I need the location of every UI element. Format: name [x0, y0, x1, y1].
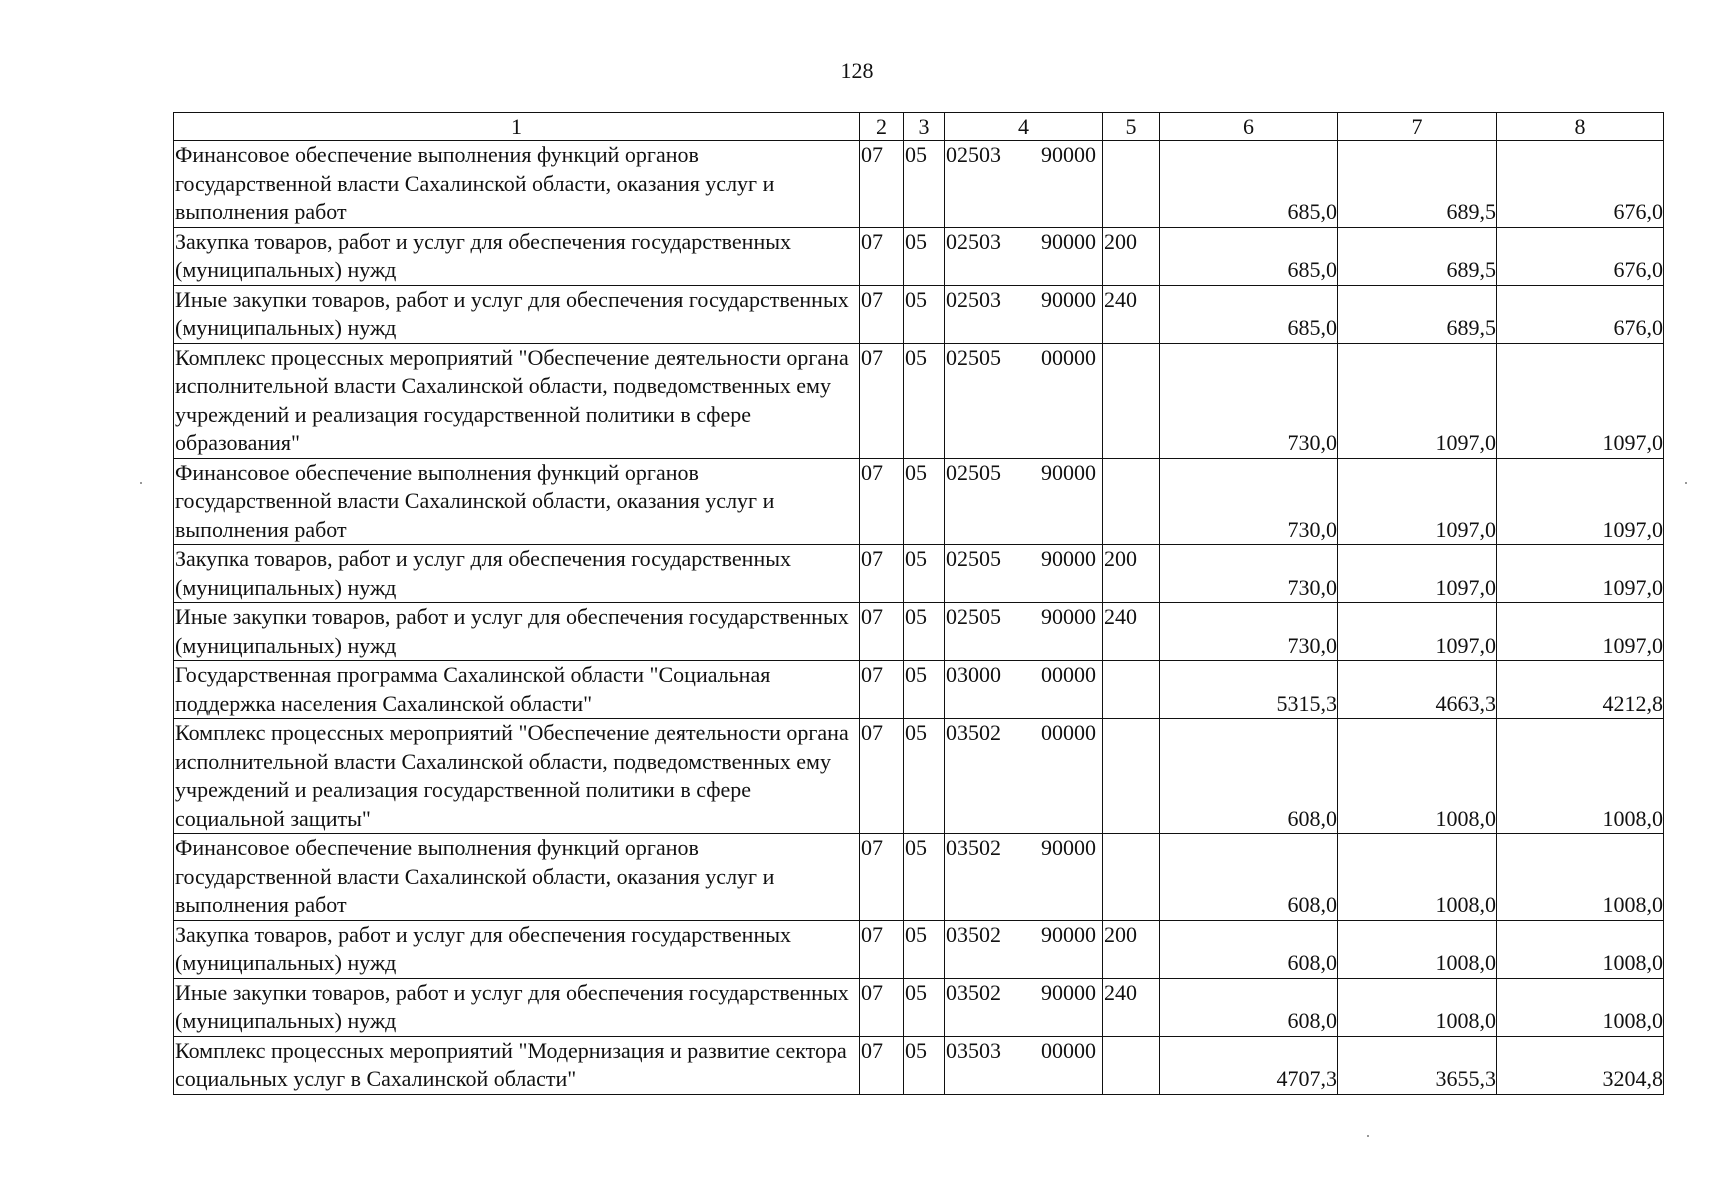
amount-col-6: 685,0: [1160, 285, 1338, 343]
code-expense-type: [1103, 141, 1160, 228]
row-name: Финансовое обеспечение выполнения функций органов государственной власти Сахалинской области, оказания услуг и выполнения работ: [174, 458, 860, 545]
code-section: 07: [860, 920, 904, 978]
code-target-article: [945, 343, 1103, 458]
table-row: [174, 458, 1664, 545]
amount-col-7: 4663,3: [1338, 661, 1497, 719]
amount-col-7: 1097,0: [1338, 343, 1497, 458]
code-subsection: 05: [904, 227, 945, 285]
budget-table: [173, 112, 1664, 1095]
amount-col-7: 1008,0: [1338, 920, 1497, 978]
code-expense-type: 240: [1103, 285, 1160, 343]
code-subsection: 05: [904, 603, 945, 661]
code-section: 07: [860, 285, 904, 343]
code-program: 02505: [946, 344, 1001, 370]
code-direction: 00000: [1041, 662, 1096, 687]
page-number: 128: [840, 58, 874, 83]
row-name: Иные закупки товаров, работ и услуг для обеспечения государственных (муниципальных) нужд: [174, 978, 860, 1036]
amount-col-8: 1008,0: [1497, 834, 1664, 921]
table-row: [174, 227, 1664, 285]
table-row: [174, 978, 1664, 1036]
row-name: Финансовое обеспечение выполнения функций органов государственной власти Сахалинской области, оказания услуг и выполнения работ: [174, 834, 860, 921]
amount-col-6: 4707,3: [1160, 1036, 1338, 1094]
code-subsection: 05: [904, 1036, 945, 1094]
amount-col-8: 1097,0: [1497, 545, 1664, 603]
amount-col-8: 1097,0: [1497, 458, 1664, 545]
amount-col-8: 1008,0: [1497, 719, 1664, 834]
amount-col-6: 730,0: [1160, 343, 1338, 458]
code-subsection: 05: [904, 343, 945, 458]
amount-col-7: 3655,3: [1338, 1036, 1497, 1094]
column-header: 5: [1103, 113, 1160, 141]
column-header: 7: [1338, 113, 1497, 141]
code-direction: 90000: [1041, 604, 1096, 629]
code-expense-type: [1103, 834, 1160, 921]
code-program: 03502: [946, 979, 1001, 1005]
code-direction: 90000: [1041, 459, 1096, 485]
code-program: 02503: [946, 286, 1001, 312]
code-target-article: [945, 920, 1103, 978]
amount-col-8: 676,0: [1497, 227, 1664, 285]
code-direction: 90000: [1041, 228, 1096, 254]
column-header: 3: [904, 113, 945, 141]
amount-col-6: 730,0: [1160, 545, 1338, 603]
code-target-article: [945, 458, 1103, 545]
code-section: 07: [860, 458, 904, 545]
amount-col-6: 730,0: [1160, 603, 1338, 661]
code-section: 07: [860, 343, 904, 458]
amount-col-8: 1008,0: [1497, 920, 1664, 978]
amount-col-8: 4212,8: [1497, 661, 1664, 719]
column-header: 1: [174, 113, 860, 141]
code-expense-type: [1103, 661, 1160, 719]
amount-col-7: 1097,0: [1338, 603, 1497, 661]
amount-col-8: 676,0: [1497, 141, 1664, 228]
amount-col-7: 1008,0: [1338, 834, 1497, 921]
code-target-article: [945, 1036, 1103, 1094]
code-target-article: [945, 603, 1103, 661]
code-direction: 90000: [1041, 142, 1096, 167]
code-section: 07: [860, 719, 904, 834]
amount-col-7: 689,5: [1338, 141, 1497, 228]
amount-col-8: 676,0: [1497, 285, 1664, 343]
code-expense-type: 240: [1103, 978, 1160, 1036]
amount-col-6: 685,0: [1160, 141, 1338, 228]
code-direction: 90000: [1041, 546, 1096, 571]
table-body: [174, 141, 1664, 1095]
code-subsection: 05: [904, 458, 945, 545]
code-section: 07: [860, 141, 904, 228]
code-subsection: 05: [904, 545, 945, 603]
code-direction: 90000: [1041, 835, 1096, 860]
amount-col-6: 608,0: [1160, 834, 1338, 921]
code-expense-type: 200: [1103, 545, 1160, 603]
row-name: Комплекс процессных мероприятий "Обеспечение деятельности органа исполнительной власти Сахалинской области, подведомственных ему учреждений и реализация государственной политики в сфере социальной защиты": [174, 719, 860, 834]
code-program: 02503: [946, 228, 1001, 254]
table-row: [174, 603, 1664, 661]
amount-col-7: 689,5: [1338, 285, 1497, 343]
row-name: Закупка товаров, работ и услуг для обеспечения государственных (муниципальных) нужд: [174, 920, 860, 978]
code-subsection: 05: [904, 719, 945, 834]
code-direction: 00000: [1041, 720, 1096, 745]
code-section: 07: [860, 227, 904, 285]
code-target-article: [945, 141, 1103, 228]
table-row: [174, 141, 1664, 228]
code-section: 07: [860, 978, 904, 1036]
table-row: [174, 1036, 1664, 1094]
table-row: [174, 834, 1664, 921]
amount-col-7: 1008,0: [1338, 719, 1497, 834]
code-target-article: [945, 834, 1103, 921]
column-header: 2: [860, 113, 904, 141]
code-expense-type: [1103, 1036, 1160, 1094]
row-name: Иные закупки товаров, работ и услуг для обеспечения государственных (муниципальных) нужд: [174, 285, 860, 343]
code-direction: 90000: [1041, 921, 1096, 947]
code-target-article: [945, 227, 1103, 285]
table-row: [174, 920, 1664, 978]
code-direction: 90000: [1041, 979, 1096, 1005]
code-program: 02505: [946, 604, 1001, 629]
code-target-article: [945, 285, 1103, 343]
code-program: 02505: [946, 546, 1001, 571]
code-program: 02505: [946, 459, 1001, 485]
code-subsection: 05: [904, 285, 945, 343]
code-expense-type: 200: [1103, 227, 1160, 285]
row-name: Государственная программа Сахалинской области "Социальная поддержка населения Сахалинской области": [174, 661, 860, 719]
table-row: [174, 719, 1664, 834]
row-name: Иные закупки товаров, работ и услуг для обеспечения государственных (муниципальных) нужд: [174, 603, 860, 661]
code-target-article: [945, 661, 1103, 719]
code-expense-type: 240: [1103, 603, 1160, 661]
row-name: Закупка товаров, работ и услуг для обеспечения государственных (муниципальных) нужд: [174, 227, 860, 285]
code-expense-type: [1103, 719, 1160, 834]
code-direction: 00000: [1041, 344, 1096, 370]
row-name: Комплекс процессных мероприятий "Обеспечение деятельности органа исполнительной власти Сахалинской области, подведомственных ему учреждений и реализация государственной политики в сфере образования": [174, 343, 860, 458]
amount-col-7: 1008,0: [1338, 978, 1497, 1036]
code-subsection: 05: [904, 978, 945, 1036]
scan-speck: [140, 482, 142, 484]
amount-col-6: 608,0: [1160, 978, 1338, 1036]
amount-col-6: 5315,3: [1160, 661, 1338, 719]
code-target-article: [945, 545, 1103, 603]
scan-speck: [1685, 482, 1687, 484]
column-header: 4: [945, 113, 1103, 141]
row-name: Финансовое обеспечение выполнения функций органов государственной власти Сахалинской области, оказания услуг и выполнения работ: [174, 141, 860, 228]
column-header: 8: [1497, 113, 1664, 141]
code-subsection: 05: [904, 661, 945, 719]
code-direction: 90000: [1041, 286, 1096, 312]
amount-col-6: 608,0: [1160, 920, 1338, 978]
code-expense-type: [1103, 458, 1160, 545]
row-name: Закупка товаров, работ и услуг для обеспечения государственных (муниципальных) нужд: [174, 545, 860, 603]
amount-col-6: 730,0: [1160, 458, 1338, 545]
code-section: 07: [860, 834, 904, 921]
amount-col-8: 1097,0: [1497, 343, 1664, 458]
code-section: 07: [860, 661, 904, 719]
code-section: 07: [860, 1036, 904, 1094]
column-header: 6: [1160, 113, 1338, 141]
header-row: [174, 113, 1664, 141]
code-program: 03502: [946, 921, 1001, 947]
amount-col-8: 1008,0: [1497, 978, 1664, 1036]
amount-col-6: 685,0: [1160, 227, 1338, 285]
code-program: 02503: [946, 142, 1001, 167]
code-section: 07: [860, 545, 904, 603]
table-row: [174, 285, 1664, 343]
amount-col-7: 1097,0: [1338, 545, 1497, 603]
code-target-article: [945, 978, 1103, 1036]
table-row: [174, 545, 1664, 603]
code-program: 03503: [946, 1037, 1001, 1063]
table-row: [174, 661, 1664, 719]
amount-col-8: 1097,0: [1497, 603, 1664, 661]
row-name: Комплекс процессных мероприятий "Модернизация и развитие сектора социальных услуг в Сахалинской области": [174, 1036, 860, 1094]
code-expense-type: 200: [1103, 920, 1160, 978]
table-row: [174, 343, 1664, 458]
scan-speck: [1367, 1135, 1369, 1137]
code-program: 03000: [946, 662, 1001, 687]
code-target-article: [945, 719, 1103, 834]
code-subsection: 05: [904, 141, 945, 228]
code-section: 07: [860, 603, 904, 661]
code-direction: 00000: [1041, 1037, 1096, 1063]
amount-col-7: 689,5: [1338, 227, 1497, 285]
code-subsection: 05: [904, 834, 945, 921]
code-subsection: 05: [904, 920, 945, 978]
code-program: 03502: [946, 835, 1001, 860]
amount-col-8: 3204,8: [1497, 1036, 1664, 1094]
code-program: 03502: [946, 720, 1001, 745]
amount-col-6: 608,0: [1160, 719, 1338, 834]
amount-col-7: 1097,0: [1338, 458, 1497, 545]
code-expense-type: [1103, 343, 1160, 458]
